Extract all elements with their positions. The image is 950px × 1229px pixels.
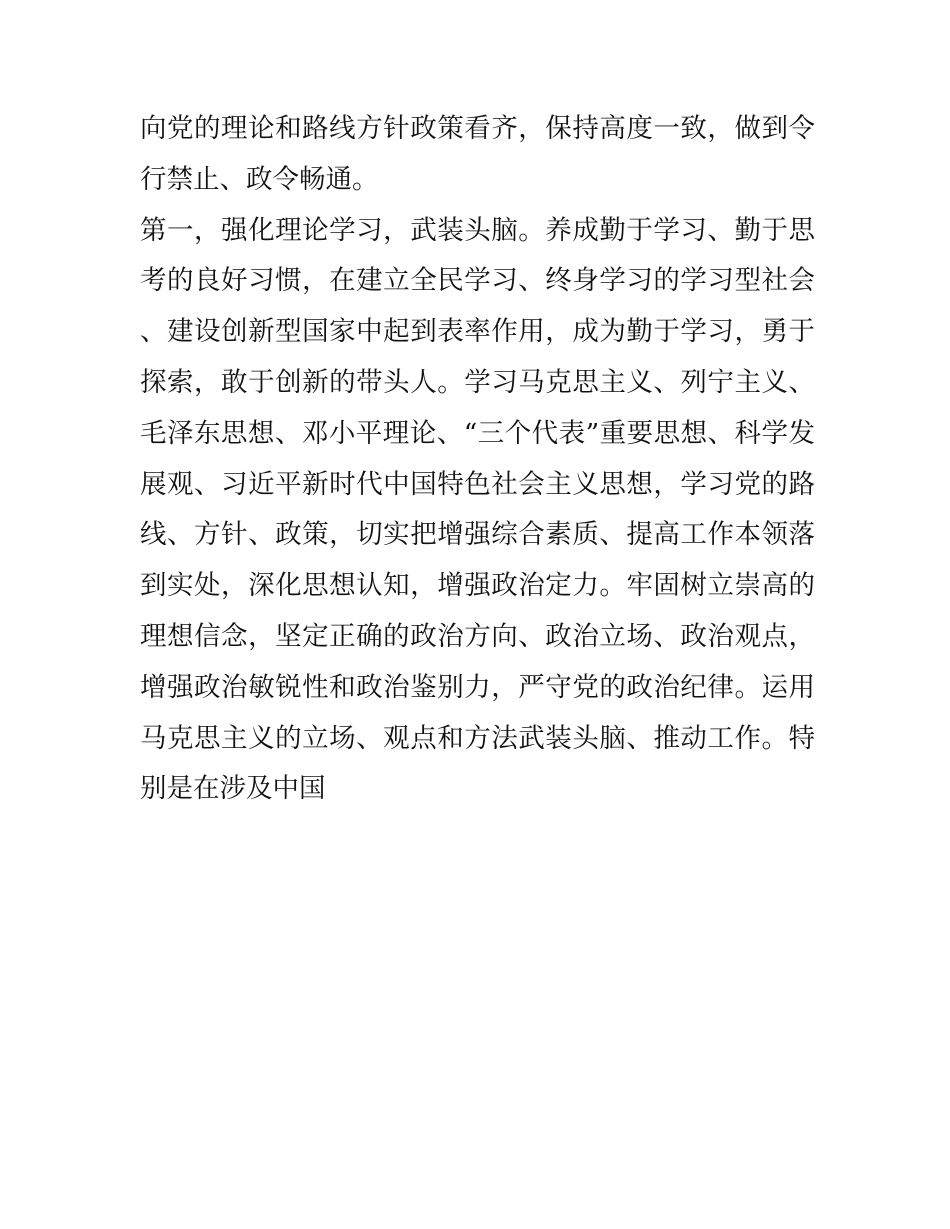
paragraph-2: 第一，强化理论学习，武装头脑。养成勤于学习、勤于思考的良好习惯，在建立全民学习、终身学习的学习型社会、建设创新型国家中起到表率作用，成为勤于学习，勇于探索，敢于创新的带头人。学习马克思主义、列宁主义、毛泽东思想、邓小平理论、“三个代表”重要思想、科学发展观、习近平新时代中国特色社会主义思想，学习党的路线、方针、政策，切实把增强综合素质、提高工作本领落到实处，深化思想认知，增强政治定力。牢固树立崇高的理想信念，坚定正确的政治方向、政治立场、政治观点，增强政治敏锐性和政治鉴别力，严守党的政治纪律。运用马克思主义的立场、观点和方法武装头脑、推动工作。特别是在涉及中国 [140, 214, 815, 805]
paragraph-1: 向党的理论和路线方针政策看齐，保持高度一致，做到令行禁止、政令畅通。 [140, 113, 815, 195]
document-body [140, 104, 815, 815]
